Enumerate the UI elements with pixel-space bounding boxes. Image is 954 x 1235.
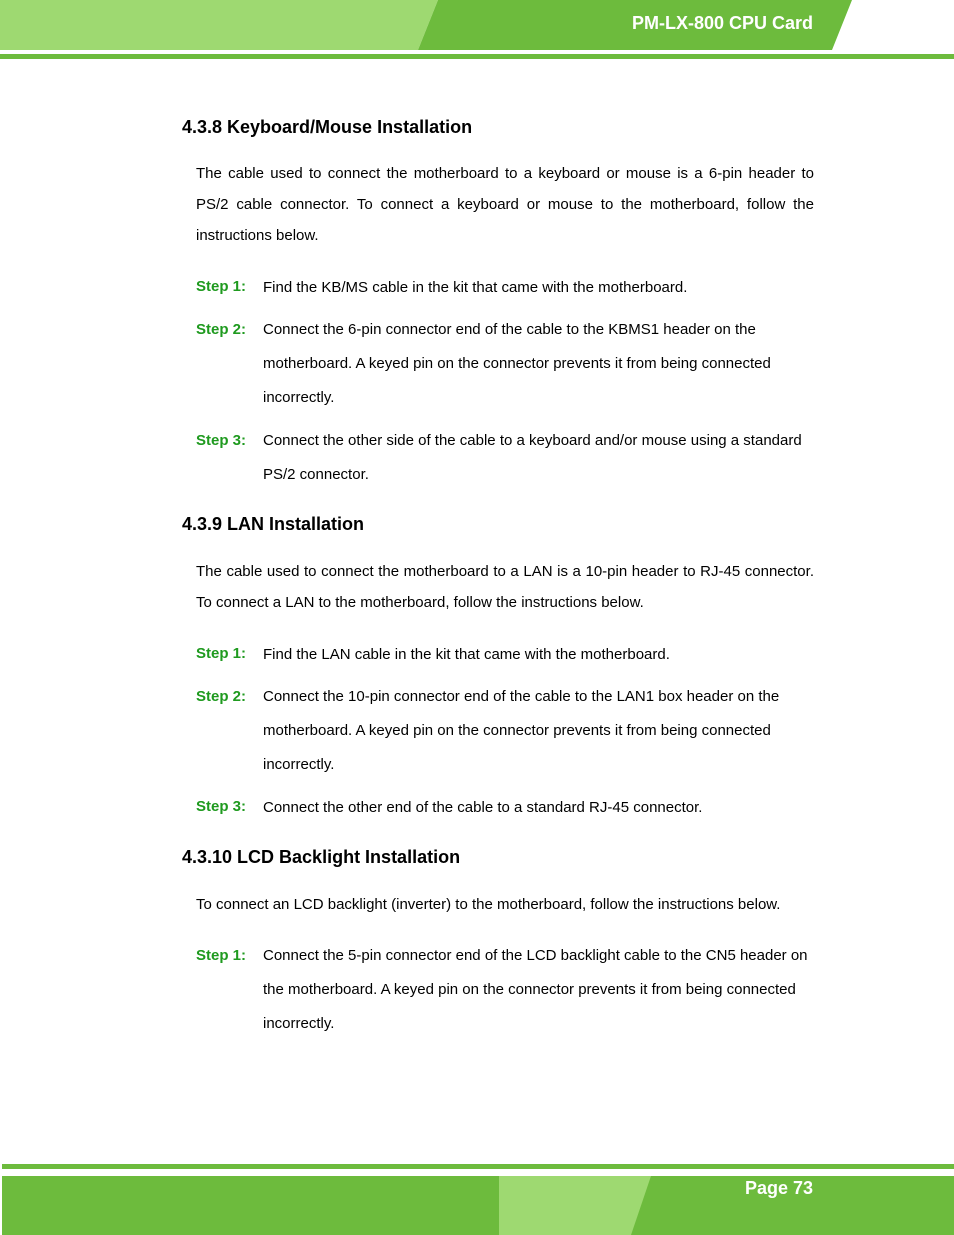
step-text: Connect the 10-pin connector end of the cable to the LAN1 box header on the motherboard. A keyed pin on the connector prevents it from being connected incorrectly. xyxy=(263,688,780,773)
document-title: PM-LX-800 CPU Card xyxy=(631,13,813,33)
step-label: Step 1: xyxy=(196,278,247,295)
section-heading-lcd-backlight: 4.3.10 LCD Backlight Installation xyxy=(182,847,461,867)
step-label: Step 3: xyxy=(196,432,247,449)
section-intro: To connect an LCD backlight (inverter) to the motherboard, follow the instructions below. xyxy=(196,896,781,913)
page-number: Page 73 xyxy=(744,1178,813,1198)
step-text: Connect the 5-pin connector end of the LCD backlight cable to the CN5 header on the motherboard. A keyed pin on the connector prevents it from being connected incorrectly. xyxy=(263,947,808,1032)
section-intro: The cable used to connect the motherboard to a LAN is a 10-pin header to RJ-45 connector. To connect a LAN to the motherboard, follow the instructions below. xyxy=(196,563,814,611)
step-label: Step 3: xyxy=(196,798,247,815)
step-text: Connect the other end of the cable to a standard RJ-45 connector. xyxy=(263,799,703,816)
section-intro: The cable used to connect the motherboard to a keyboard or mouse is a 6-pin header to PS/2 cable connector. To connect a keyboard or mouse to the motherboard, follow the instructions below. xyxy=(196,165,814,244)
step-label: Step 1: xyxy=(196,947,247,964)
step-label: Step 2: xyxy=(196,321,247,338)
step-text: Find the KB/MS cable in the kit that came with the motherboard. xyxy=(263,279,688,296)
section-heading-lan: 4.3.9 LAN Installation xyxy=(182,514,365,534)
step-text: Find the LAN cable in the kit that came with the motherboard. xyxy=(263,646,670,663)
step-label: Step 1: xyxy=(196,645,247,662)
step-text: Connect the 6-pin connector end of the cable to the KBMS1 header on the motherboard. A keyed pin on the connector prevents it from being connected incorrectly. xyxy=(263,321,771,406)
section-heading-keyboard-mouse: 4.3.8 Keyboard/Mouse Installation xyxy=(182,117,473,137)
step-label: Step 2: xyxy=(196,688,247,705)
step-text: Connect the other side of the cable to a keyboard and/or mouse using a standard PS/2 connector. xyxy=(263,432,802,483)
